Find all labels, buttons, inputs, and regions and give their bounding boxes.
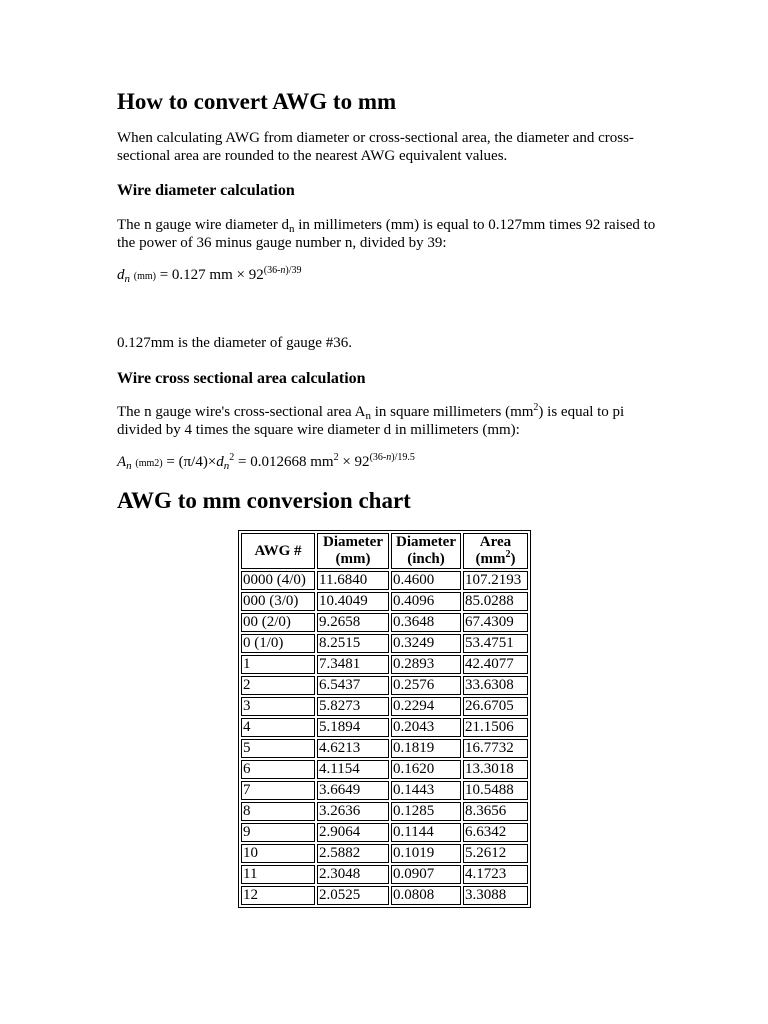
cell-diameter-inch: 0.0907 xyxy=(391,865,461,884)
cell-diameter-mm: 2.5882 xyxy=(317,844,389,863)
cell-area: 5.2612 xyxy=(463,844,528,863)
table-row xyxy=(241,844,528,863)
cell-awg: 3 xyxy=(241,697,315,716)
cell-diameter-mm: 2.9064 xyxy=(317,823,389,842)
cell-diameter-mm: 5.8273 xyxy=(317,697,389,716)
cell-awg: 5 xyxy=(241,739,315,758)
cell-awg: 00 (2/0) xyxy=(241,613,315,632)
header-awg: AWG # xyxy=(241,533,315,569)
cell-diameter-mm: 2.0525 xyxy=(317,886,389,905)
cell-awg: 7 xyxy=(241,781,315,800)
area-paragraph: The n gauge wire's cross-sectional area $A_n$ in square millimeters $(mm^2)$ is equal to pi divided by 4 times the square wire diameter d in millimeters (mm): xyxy=(117,402,625,438)
cell-awg: 0000 (4/0) xyxy=(241,571,315,590)
cell-diameter-mm: 4.1154 xyxy=(317,760,389,779)
header-diameter-inch: Diameter (inch) xyxy=(391,533,461,569)
cell-area: 13.3018 xyxy=(463,760,528,779)
table-header-row xyxy=(241,533,528,569)
cell-diameter-mm: 4.6213 xyxy=(317,739,389,758)
table-row xyxy=(241,865,528,884)
cell-awg: 2 xyxy=(241,676,315,695)
cell-area: 33.6308 xyxy=(463,676,528,695)
cell-diameter-inch: 0.2893 xyxy=(391,655,461,674)
table-row xyxy=(241,760,528,779)
header-area: Area $(mm^2)$ xyxy=(463,533,528,569)
diameter-paragraph: The n gauge wire diameter $d_n$ in millimeters (mm) is equal to 0.127mm times 92 raised to the power of 36 minus gauge number n, divided by 39: xyxy=(117,217,656,251)
cell-awg: 4 xyxy=(241,718,315,737)
cell-area: 26.6705 xyxy=(463,697,528,716)
cell-area: 53.4751 xyxy=(463,634,528,653)
table-row xyxy=(241,655,528,674)
cell-diameter-inch: 0.4600 xyxy=(391,571,461,590)
cell-diameter-inch: 0.3648 xyxy=(391,613,461,632)
cell-awg: 0 (1/0) xyxy=(241,634,315,653)
cell-diameter-inch: 0.2576 xyxy=(391,676,461,695)
chart-heading: AWG to mm conversion chart xyxy=(117,488,411,513)
table-row xyxy=(241,613,528,632)
cell-diameter-inch: 0.1144 xyxy=(391,823,461,842)
table-row xyxy=(241,718,528,737)
cell-diameter-inch: 0.4096 xyxy=(391,592,461,611)
awg-conversion-table xyxy=(238,530,531,908)
cell-diameter-mm: 3.6649 xyxy=(317,781,389,800)
cell-area: 6.6342 xyxy=(463,823,528,842)
cell-area: 107.2193 xyxy=(463,571,528,590)
cell-area: 67.4309 xyxy=(463,613,528,632)
diameter-formula: $d_n$ (mm) = 0.127 mm × $92^{(36-n)/39}$ xyxy=(117,265,302,285)
cell-awg: 11 xyxy=(241,865,315,884)
cell-area: 10.5488 xyxy=(463,781,528,800)
table-row xyxy=(241,802,528,821)
table-row xyxy=(241,886,528,905)
cell-diameter-inch: 0.2043 xyxy=(391,718,461,737)
table-row xyxy=(241,781,528,800)
cell-area: 42.4077 xyxy=(463,655,528,674)
area-heading: Wire cross sectional area calculation xyxy=(117,370,366,387)
area-formula: $A_n$ $(mm2) = (\pi/4)\times d_n^2 = 0.012668$ $mm^2 \times 92^{(36-n)/19.5}$ xyxy=(117,452,415,472)
cell-area: 21.1506 xyxy=(463,718,528,737)
table-row xyxy=(241,676,528,695)
table-row xyxy=(241,697,528,716)
cell-awg: 1 xyxy=(241,655,315,674)
cell-diameter-inch: 0.3249 xyxy=(391,634,461,653)
cell-diameter-mm: 10.4049 xyxy=(317,592,389,611)
cell-area: 8.3656 xyxy=(463,802,528,821)
cell-area: 4.1723 xyxy=(463,865,528,884)
cell-awg: 8 xyxy=(241,802,315,821)
cell-diameter-mm: 3.2636 xyxy=(317,802,389,821)
cell-area: 85.0288 xyxy=(463,592,528,611)
table-row xyxy=(241,739,528,758)
cell-diameter-inch: 0.1019 xyxy=(391,844,461,863)
table-row xyxy=(241,592,528,611)
table-row xyxy=(241,634,528,653)
cell-diameter-inch: 0.1819 xyxy=(391,739,461,758)
cell-diameter-mm: 9.2658 xyxy=(317,613,389,632)
cell-diameter-inch: 0.1443 xyxy=(391,781,461,800)
page-title: How to convert AWG to mm xyxy=(117,89,397,114)
table-row xyxy=(241,823,528,842)
cell-diameter-inch: 0.1285 xyxy=(391,802,461,821)
cell-diameter-inch: 0.0808 xyxy=(391,886,461,905)
table-row xyxy=(241,571,528,590)
cell-diameter-mm: 2.3048 xyxy=(317,865,389,884)
cell-awg: 9 xyxy=(241,823,315,842)
cell-area: 3.3088 xyxy=(463,886,528,905)
cell-area: 16.7732 xyxy=(463,739,528,758)
intro-paragraph: When calculating AWG from diameter or cross-sectional area, the diameter and cross-sectional area are rounded to the nearest AWG equivalent values. xyxy=(117,130,634,164)
cell-diameter-mm: 6.5437 xyxy=(317,676,389,695)
cell-diameter-mm: 5.1894 xyxy=(317,718,389,737)
cell-awg: 12 xyxy=(241,886,315,905)
diameter-heading: Wire diameter calculation xyxy=(117,182,295,199)
header-diameter-mm: Diameter (mm) xyxy=(317,533,389,569)
cell-diameter-inch: 0.1620 xyxy=(391,760,461,779)
cell-diameter-mm: 8.2515 xyxy=(317,634,389,653)
cell-diameter-mm: 7.3481 xyxy=(317,655,389,674)
cell-awg: 10 xyxy=(241,844,315,863)
cell-awg: 6 xyxy=(241,760,315,779)
gauge-36-note: 0.127mm is the diameter of gauge #36. xyxy=(117,335,352,351)
cell-diameter-mm: 11.6840 xyxy=(317,571,389,590)
cell-diameter-inch: 0.2294 xyxy=(391,697,461,716)
cell-awg: 000 (3/0) xyxy=(241,592,315,611)
